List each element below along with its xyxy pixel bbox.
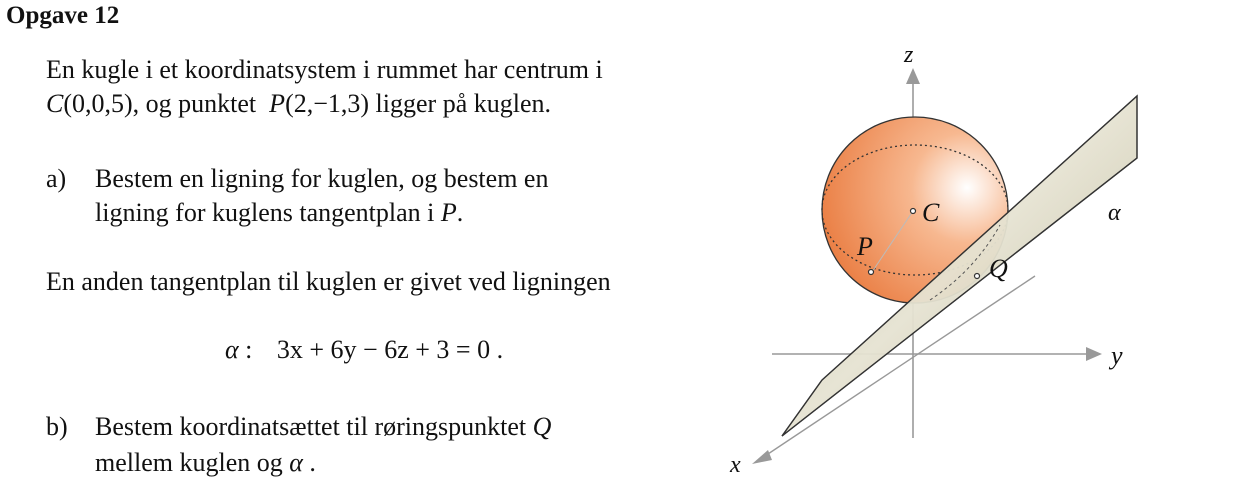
- center-var: C: [46, 89, 64, 118]
- alpha-symbol: α: [225, 335, 239, 364]
- p-label: P: [857, 232, 873, 261]
- intro-end: ligger på kuglen.: [375, 89, 551, 118]
- point-var: P: [269, 89, 286, 118]
- part-b-end: .: [309, 448, 316, 477]
- z-axis-arrow-icon: [906, 68, 920, 84]
- formula-body: 3x + 6y − 6z + 3 = 0 .: [276, 335, 504, 364]
- x-axis-label: x: [730, 452, 741, 478]
- part-a-end: .: [456, 198, 464, 227]
- part-a-line-2-text: ligning for kuglens tangentplan i: [95, 198, 435, 227]
- intro-line-1: En kugle i et koordinatsystem i rummet har centrum i: [46, 55, 603, 84]
- x-axis-arrow-icon: [752, 450, 772, 464]
- middle-sentence: En anden tangentplan til kuglen er givet ved ligningen: [46, 267, 611, 296]
- part-b-var-q: Q: [532, 412, 552, 441]
- point-c: [911, 209, 916, 214]
- exercise-title: Opgave 12: [6, 2, 120, 29]
- formula-colon: :: [245, 335, 253, 364]
- alpha-label: α: [1108, 200, 1121, 226]
- x-axis-line: [765, 276, 1035, 456]
- part-b-label: b): [46, 412, 68, 441]
- point-q: [975, 274, 980, 279]
- part-b-line-1-text: Bestem koordinatsættet til røringspunktet: [95, 412, 527, 441]
- c-label: C: [922, 198, 940, 227]
- y-axis-arrow-icon: [1086, 347, 1102, 361]
- part-b-var-alpha: α: [289, 448, 303, 477]
- intro-mid: , og punktet: [132, 89, 257, 118]
- part-a-var: P: [440, 198, 457, 227]
- point-p: [869, 270, 874, 275]
- center-coords: (0,0,5): [63, 89, 133, 118]
- point-coords: (2,−1,3): [285, 89, 370, 118]
- z-axis-label: z: [904, 42, 914, 68]
- y-axis-label: y: [1111, 341, 1123, 370]
- part-a-label: a): [46, 164, 67, 193]
- part-a-line-1: Bestem en ligning for kuglen, og bestem en: [95, 164, 549, 193]
- q-label: Q: [989, 254, 1008, 283]
- part-b-line-2-text: mellem kuglen og: [95, 448, 283, 477]
